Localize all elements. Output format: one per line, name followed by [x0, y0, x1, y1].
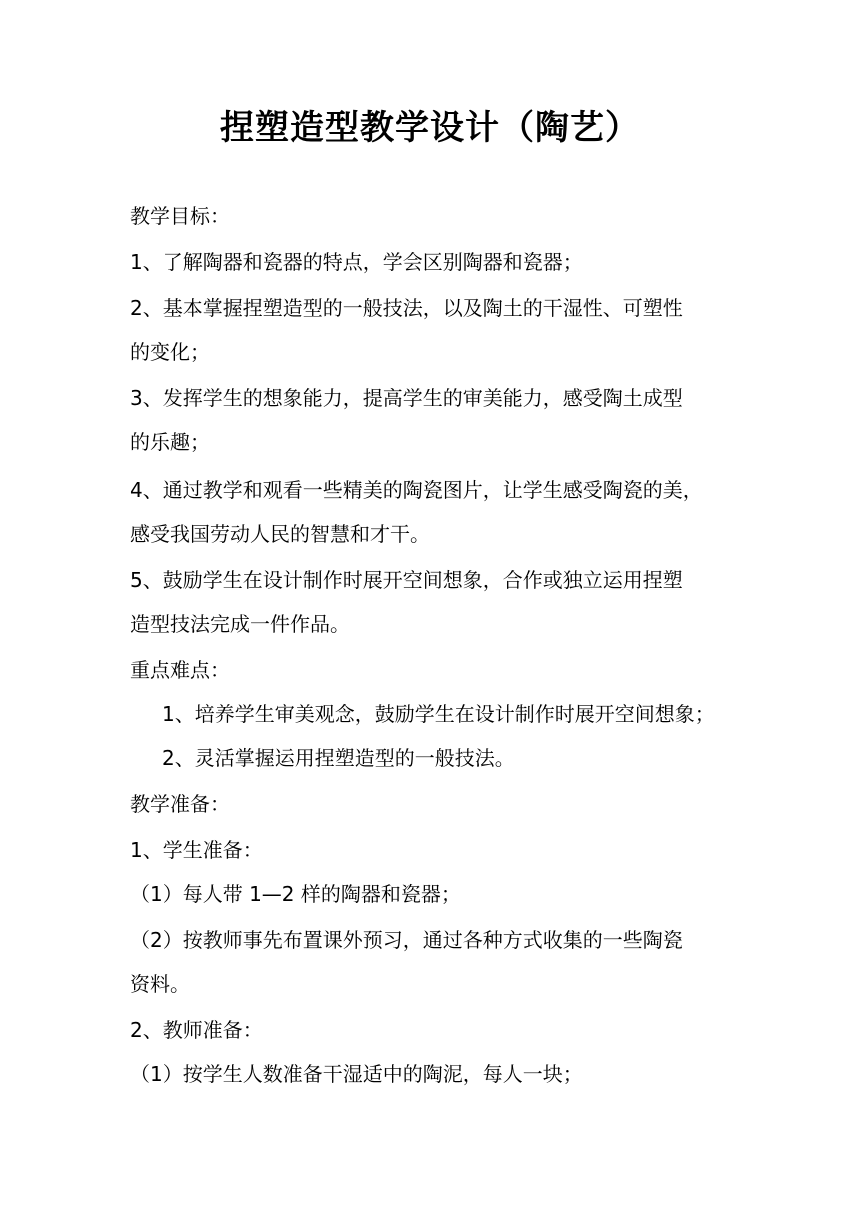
- document-title: 捏塑造型教学设计（陶艺）: [220, 108, 640, 148]
- objective-3-line-2: 的乐趣；: [130, 430, 210, 454]
- objective-3-line-1: 3、发挥学生的想象能力，提高学生的审美能力，感受陶土成型: [130, 386, 683, 410]
- teacher-preparation-1: （1）按学生人数准备干湿适中的陶泥，每人一块；: [130, 1062, 583, 1086]
- objective-4-line-2: 感受我国劳动人民的智慧和才干。: [130, 522, 430, 546]
- section-heading-objectives: 教学目标：: [130, 204, 230, 228]
- student-preparation-2-line-1: （2）按教师事先布置课外预习，通过各种方式收集的一些陶瓷: [130, 928, 683, 952]
- objective-2-line-2: 的变化；: [130, 340, 210, 364]
- teacher-preparation-heading: 2、教师准备：: [130, 1018, 263, 1042]
- student-preparation-heading: 1、学生准备：: [130, 838, 263, 862]
- section-heading-key-points: 重点难点：: [130, 658, 230, 682]
- objective-5-line-1: 5、鼓励学生在设计制作时展开空间想象，合作或独立运用捏塑: [130, 568, 683, 592]
- key-point-2: 2、灵活掌握运用捏塑造型的一般技法。: [162, 746, 515, 770]
- student-preparation-2-line-2: 资料。: [130, 972, 190, 996]
- objective-5-line-2: 造型技法完成一件作品。: [130, 612, 350, 636]
- objective-1: 1、了解陶器和瓷器的特点，学会区别陶器和瓷器；: [130, 250, 583, 274]
- key-point-1: 1、培养学生审美观念，鼓励学生在设计制作时展开空间想象；: [162, 702, 715, 726]
- objective-4-line-1: 4、通过教学和观看一些精美的陶瓷图片，让学生感受陶瓷的美，: [130, 478, 703, 502]
- student-preparation-1: （1）每人带 1—2 样的陶器和瓷器；: [130, 882, 461, 906]
- section-heading-preparation: 教学准备：: [130, 792, 230, 816]
- objective-2-line-1: 2、基本掌握捏塑造型的一般技法，以及陶土的干湿性、可塑性: [130, 296, 683, 320]
